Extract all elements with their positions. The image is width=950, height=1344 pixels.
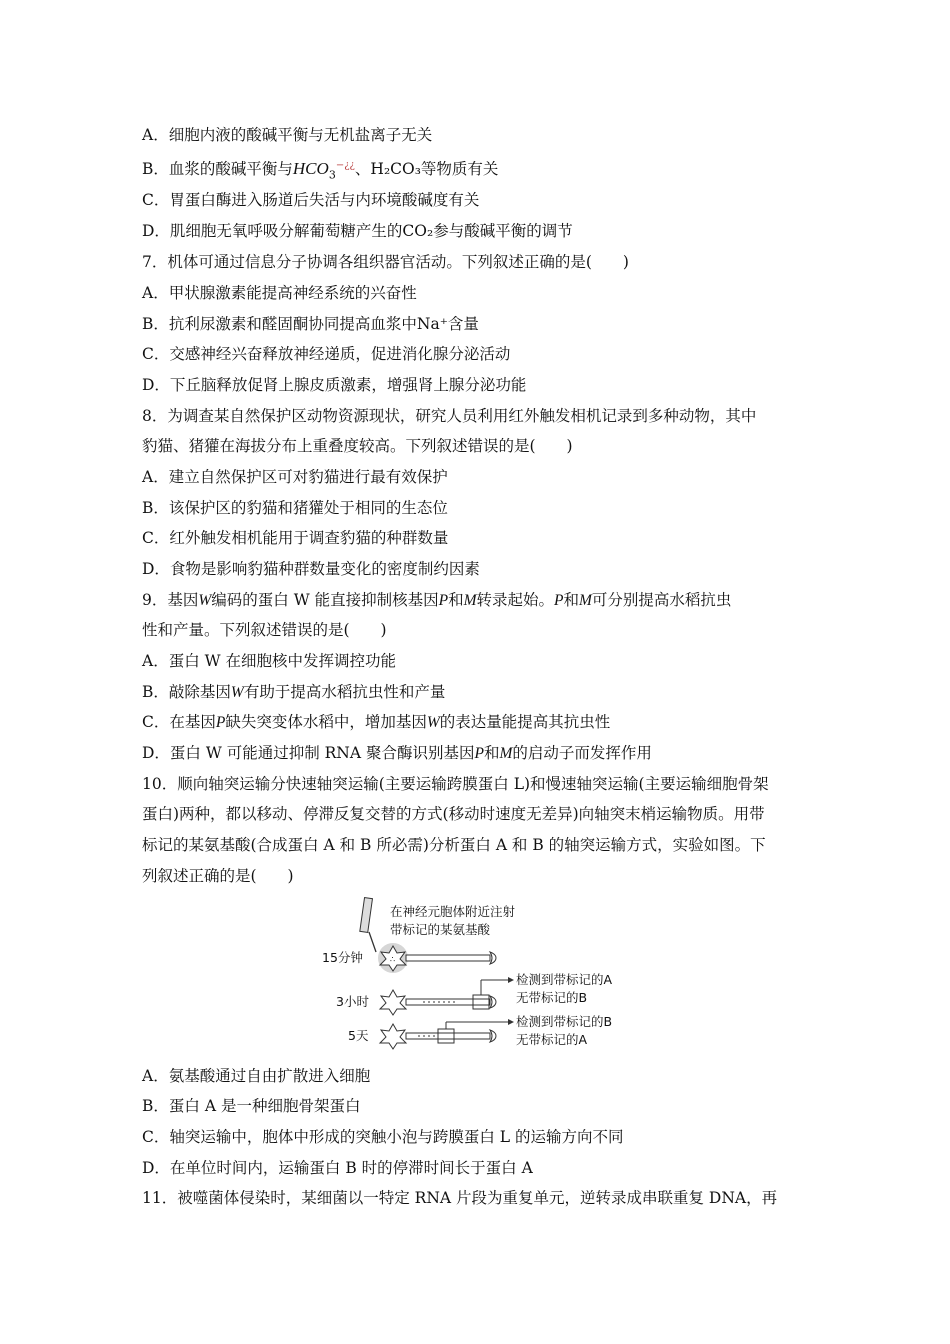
q7-option-d: D．下丘脑释放促肾上腺皮质激素，增强肾上腺分泌功能 <box>142 376 527 394</box>
result-5d-line1: 检测到带标记的B <box>516 1014 613 1029</box>
axon-transport-figure <box>318 896 638 1058</box>
q7-option-a: A．甲状腺激素能提高神经系统的兴奋性 <box>142 284 417 302</box>
arrow-head-2 <box>508 977 514 983</box>
q9-option-d: D．蛋白 W 可能通过抑制 RNA 聚合酶识别基因P和M的启动子而发挥作用 <box>142 744 652 762</box>
q9-option-b: B．敲除基因W有助于提高水稻抗虫性和产量 <box>142 683 446 701</box>
axon-terminal-2 <box>490 996 496 1008</box>
q9-stem-line2: 性和产量。下列叙述错误的是( ) <box>142 621 387 639</box>
inject-caption-line2: 带标记的某氨基酸 <box>390 922 491 937</box>
q8-option-c: C．红外触发相机能用于调查豹猫的种群数量 <box>142 529 449 547</box>
q9-stem-line1: 9．基因W编码的蛋白 W 能直接抑制核基因P和M转录起始。P和M可分别提高水稻抗虫 <box>142 591 732 609</box>
q6-option-d: D．肌细胞无氧呼吸分解葡萄糖产生的CO₂参与酸碱平衡的调节 <box>142 222 573 240</box>
axon-terminal-1 <box>490 952 496 964</box>
q10-stem-line1: 10．顺向轴突运输分快速轴突运输(主要运输跨膜蛋白 L)和慢速轴突运输(主要运输细胞骨架 <box>142 775 769 793</box>
q10-stem-line3: 标记的某氨基酸(合成蛋白 A 和 B 所必需)分析蛋白 A 和 B 的轴突运输方式，实验如图。下 <box>142 836 766 854</box>
q9-option-c: C．在基因P缺失突变体水稻中，增加基因W的表达量能提高其抗虫性 <box>142 713 611 731</box>
q9-option-a: A．蛋白 W 在细胞核中发挥调控功能 <box>142 652 396 670</box>
q6-option-c: C．胃蛋白酶进入肠道后失活与内环境酸碱度有关 <box>142 191 480 209</box>
q10-stem-line2: 蛋白)两种，都以移动、停滞反复交替的方式(移动时速度无差异)向轴突末梢运输物质。用带 <box>142 805 765 823</box>
time-label-5d: 5天 <box>348 1028 369 1043</box>
neuron-soma-2 <box>380 990 406 1015</box>
neuron-soma-3 <box>380 1024 406 1049</box>
q7-option-c: C．交感神经兴奋释放神经递质，促进消化腺分泌活动 <box>142 345 511 363</box>
q8-option-b: B．该保护区的豹猫和猪獾处于相同的生态位 <box>142 499 448 517</box>
q6-option-b: B．血浆的酸碱平衡与$HCO_3^{-¿¿}$、H₂CO₃等物质有关 <box>142 159 499 182</box>
arrow-head-3 <box>508 1019 514 1025</box>
q10-option-a: A．氨基酸通过自由扩散进入细胞 <box>142 1067 371 1085</box>
q8-option-a: A．建立自然保护区可对豹猫进行最有效保护 <box>142 468 448 486</box>
result-3h-line1: 检测到带标记的A <box>516 972 613 987</box>
q10-option-b: B．蛋白 A 是一种细胞骨架蛋白 <box>142 1097 361 1115</box>
q10-option-c: C．轴突运输中，胞体中形成的突触小泡与跨膜蛋白 L 的运输方向不同 <box>142 1128 624 1146</box>
q6-ion-formula: HCO <box>292 159 329 179</box>
q7-option-b: B．抗利尿激素和醛固酮协同提高血浆中Na⁺含量 <box>142 315 479 333</box>
axon-terminal-3 <box>490 1030 496 1042</box>
time-label-3h: 3小时 <box>336 994 369 1009</box>
time-label-15min: 15分钟 <box>322 950 363 965</box>
axon-transport-diagram <box>318 896 638 1058</box>
q10-stem-line4: 列叙述正确的是( ) <box>142 867 294 885</box>
q8-option-d: D．食物是影响豹猫种群数量变化的密度制约因素 <box>142 560 480 578</box>
inject-caption-line1: 在神经元胞体附近注射 <box>390 904 516 919</box>
q11-stem-line1: 11．被噬菌体侵染时，某细菌以一特定 RNA 片段为重复单元，逆转录成串联重复 DNA，再 <box>142 1189 778 1207</box>
q8-stem-line2: 豹猫、猪獾在海拔分布上重叠度较高。下列叙述错误的是( ) <box>142 437 573 455</box>
result-3h-line2: 无带标记的B <box>516 990 588 1005</box>
result-5d-line2: 无带标记的A <box>516 1032 588 1047</box>
axon-1 <box>406 955 490 961</box>
q6-option-a: A．细胞内液的酸碱平衡与无机盐离子无关 <box>142 126 433 144</box>
q8-stem-line1: 8．为调查某自然保护区动物资源现状，研究人员利用红外触发相机记录到多种动物，其中 <box>142 407 757 425</box>
label-dots-1: ∴ <box>390 955 396 964</box>
syringe-icon <box>360 898 376 952</box>
q7-stem: 7．机体可通过信息分子协调各组织器官活动。下列叙述正确的是( ) <box>142 253 629 271</box>
q10-option-d: D．在单位时间内，运输蛋白 B 时的停滞时间长于蛋白 A <box>142 1159 533 1177</box>
